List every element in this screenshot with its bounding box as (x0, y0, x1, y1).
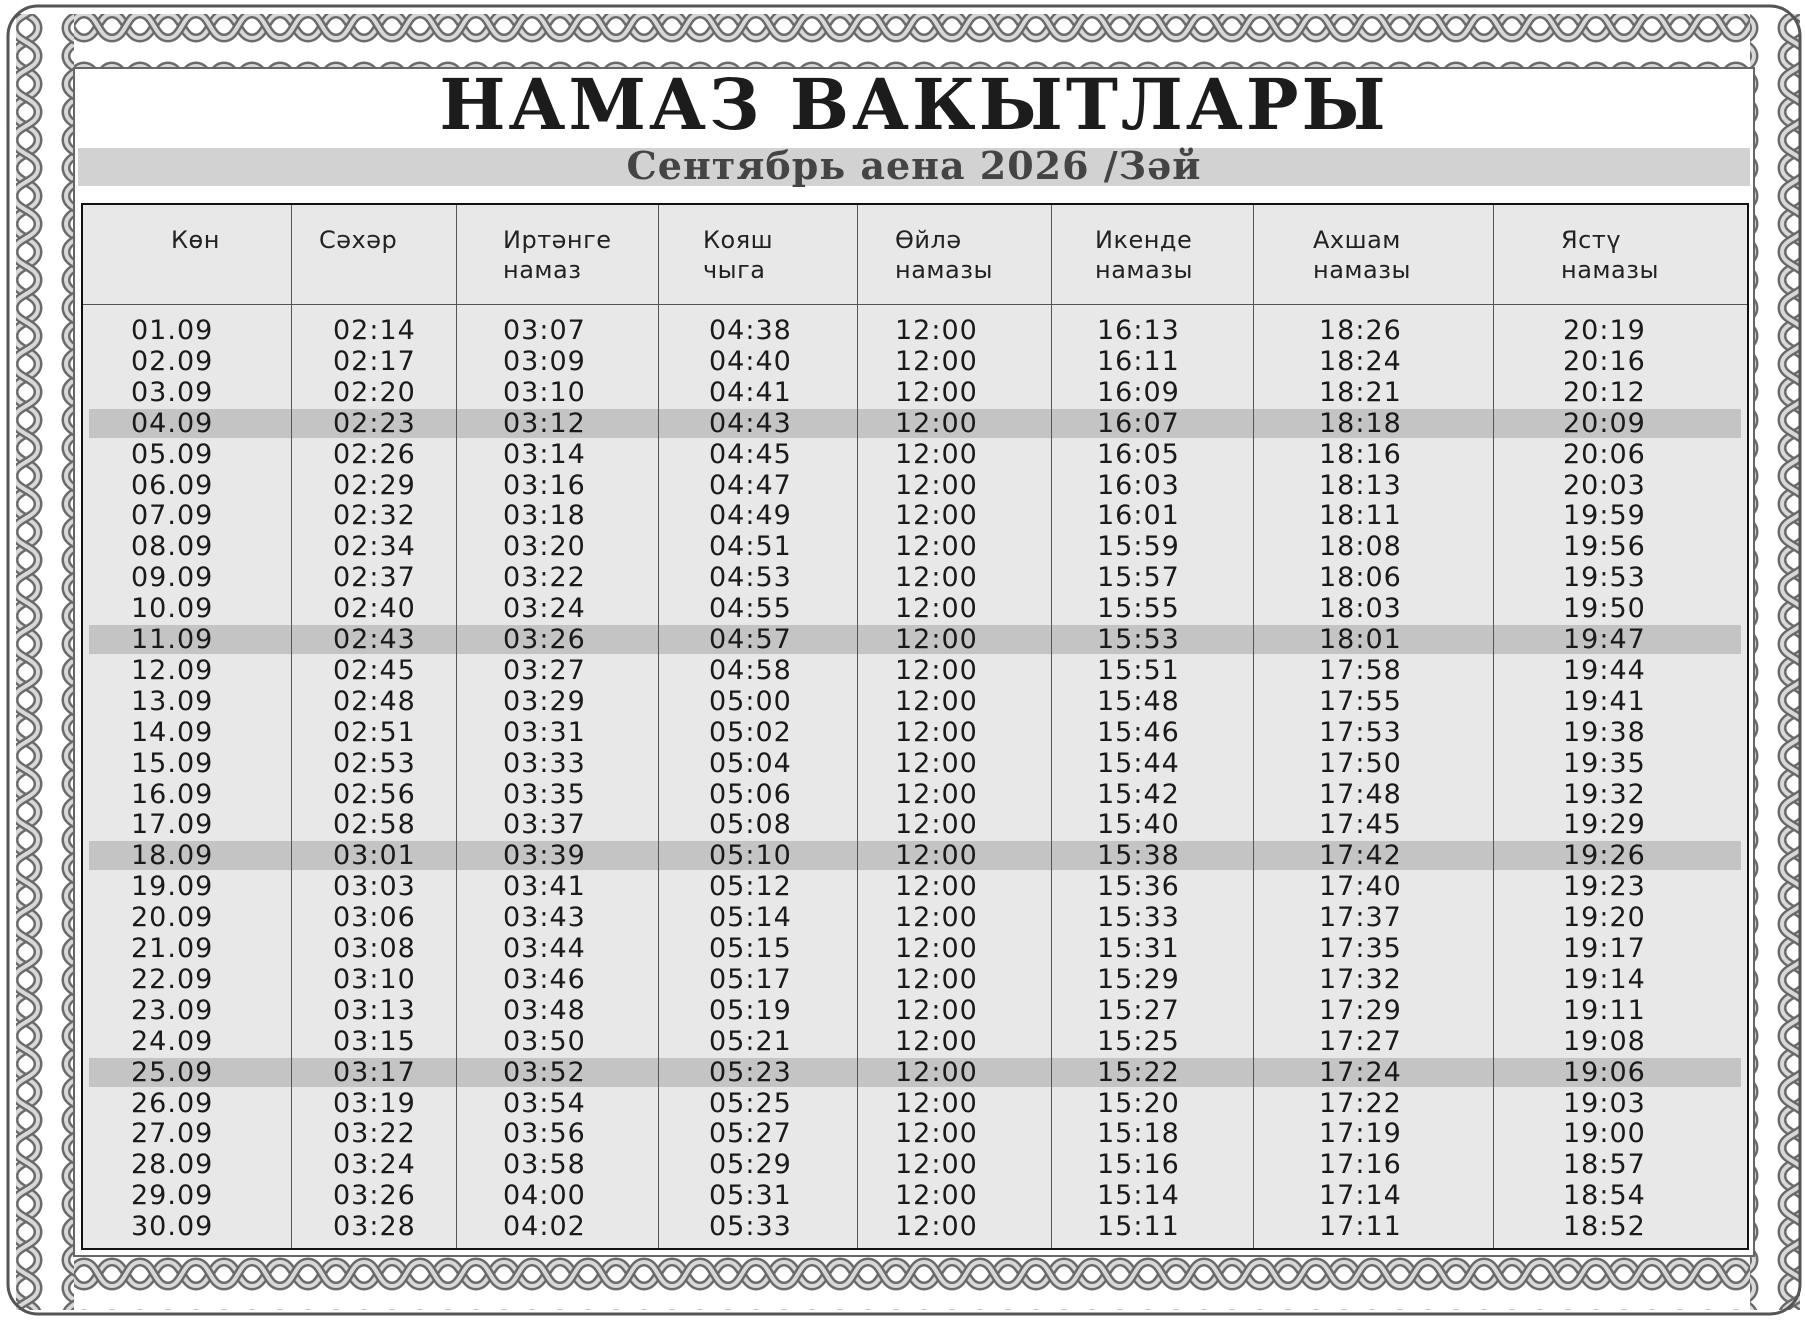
table-row (83, 562, 1747, 593)
time-cell: 05:15 (709, 933, 792, 964)
time-cell: 03:24 (503, 593, 586, 625)
date-cell: 22.09 (131, 963, 214, 995)
date-cell: 18.09 (131, 840, 214, 872)
time-cell: 04:51 (709, 531, 792, 563)
time-cell: 03:14 (503, 438, 586, 470)
time-cell: 12:00 (895, 994, 978, 1026)
time-cell: 19:26 (1563, 840, 1646, 872)
time-cell: 15:31 (1097, 933, 1180, 964)
time-cell: 17:50 (1319, 747, 1402, 779)
time-cell: 17:40 (1319, 871, 1402, 903)
time-cell: 15:57 (1097, 562, 1180, 594)
time-cell: 15:40 (1097, 809, 1180, 841)
table-row (83, 809, 1747, 840)
time-cell: 15:55 (1097, 593, 1180, 625)
date-cell: 05.09 (131, 438, 214, 470)
time-cell: 15:38 (1097, 840, 1180, 872)
table-row (83, 995, 1747, 1026)
time-cell: 18:21 (1319, 376, 1402, 408)
time-cell: 05:00 (709, 685, 792, 717)
prayer-times-table (81, 203, 1749, 1250)
date-cell: 25.09 (131, 1056, 214, 1088)
time-cell: 15:20 (1097, 1087, 1180, 1119)
time-cell: 03:01 (333, 840, 416, 872)
time-cell: 18:54 (1563, 1180, 1646, 1212)
date-cell: 15.09 (131, 747, 214, 779)
time-cell: 17:42 (1319, 840, 1402, 872)
time-cell: 05:08 (709, 809, 792, 841)
time-cell: 03:52 (503, 1056, 586, 1088)
column-header-line2: намазы (895, 256, 993, 284)
time-cell: 04:57 (709, 624, 792, 655)
time-cell: 03:20 (503, 531, 586, 563)
time-cell: 15:14 (1097, 1180, 1180, 1212)
date-cell: 14.09 (131, 716, 214, 748)
date-cell: 03.09 (131, 376, 214, 408)
time-cell: 02:40 (333, 593, 416, 625)
time-cell: 02:53 (333, 747, 416, 779)
table-row (83, 1057, 1747, 1088)
table-row (83, 902, 1747, 933)
time-cell: 03:33 (503, 747, 586, 779)
time-cell: 18:06 (1319, 562, 1402, 594)
time-cell: 17:27 (1319, 1025, 1402, 1057)
time-cell: 19:23 (1563, 871, 1646, 903)
time-cell: 15:11 (1097, 1211, 1180, 1243)
time-cell: 19:56 (1563, 531, 1646, 563)
time-cell: 04:02 (503, 1211, 586, 1243)
time-cell: 16:07 (1097, 407, 1180, 439)
table-row (83, 840, 1747, 871)
time-cell: 15:48 (1097, 685, 1180, 717)
time-cell: 19:14 (1563, 963, 1646, 995)
table-row (83, 500, 1747, 531)
time-cell: 19:50 (1563, 593, 1646, 625)
date-cell: 29.09 (131, 1180, 214, 1212)
time-cell: 05:10 (709, 840, 792, 872)
time-cell: 17:55 (1319, 685, 1402, 717)
time-cell: 03:31 (503, 716, 586, 748)
date-cell: 16.09 (131, 778, 214, 810)
time-cell: 03:44 (503, 933, 586, 964)
time-cell: 15:46 (1097, 716, 1180, 748)
table-row (83, 408, 1747, 439)
time-cell: 16:11 (1097, 345, 1180, 377)
time-cell: 16:09 (1097, 376, 1180, 408)
time-cell: 18:13 (1319, 469, 1402, 501)
time-cell: 03:18 (503, 500, 586, 532)
time-cell: 05:33 (709, 1211, 792, 1243)
time-cell: 17:58 (1319, 654, 1402, 686)
time-cell: 15:36 (1097, 871, 1180, 903)
time-cell: 18:16 (1319, 438, 1402, 470)
time-cell: 16:05 (1097, 438, 1180, 470)
time-cell: 02:17 (333, 345, 416, 377)
time-cell: 12:00 (895, 562, 978, 594)
column-header-line1: Кояш (703, 226, 774, 254)
time-cell: 12:00 (895, 407, 978, 439)
time-cell: 12:00 (895, 315, 978, 346)
time-cell: 16:13 (1097, 315, 1180, 346)
time-cell: 20:06 (1563, 438, 1646, 470)
time-cell: 03:19 (333, 1087, 416, 1119)
time-cell: 05:04 (709, 747, 792, 779)
time-cell: 02:48 (333, 685, 416, 717)
time-cell: 12:00 (895, 963, 978, 995)
time-cell: 02:14 (333, 315, 416, 346)
time-cell: 19:35 (1563, 747, 1646, 779)
date-cell: 01.09 (131, 315, 214, 346)
time-cell: 19:00 (1563, 1118, 1646, 1150)
time-cell: 12:00 (895, 531, 978, 563)
time-cell: 04:43 (709, 407, 792, 439)
time-cell: 12:00 (895, 1149, 978, 1181)
time-cell: 03:09 (503, 345, 586, 377)
time-cell: 05:12 (709, 871, 792, 903)
time-cell: 02:26 (333, 438, 416, 470)
time-cell: 17:29 (1319, 994, 1402, 1026)
time-cell: 15:29 (1097, 963, 1180, 995)
time-cell: 18:52 (1563, 1211, 1646, 1243)
table-row (83, 377, 1747, 408)
column-header-line2: намазы (1561, 256, 1659, 284)
time-cell: 02:56 (333, 778, 416, 810)
time-cell: 03:48 (503, 994, 586, 1026)
time-cell: 19:08 (1563, 1025, 1646, 1057)
time-cell: 19:17 (1563, 933, 1646, 964)
column-header-line1: Ястү (1561, 226, 1622, 254)
time-cell: 03:16 (503, 469, 586, 501)
date-cell: 17.09 (131, 809, 214, 841)
date-cell: 23.09 (131, 994, 214, 1026)
time-cell: 19:29 (1563, 809, 1646, 841)
table-row (83, 346, 1747, 377)
time-cell: 04:55 (709, 593, 792, 625)
time-cell: 17:14 (1319, 1180, 1402, 1212)
date-cell: 07.09 (131, 500, 214, 532)
time-cell: 04:58 (709, 654, 792, 686)
time-cell: 05:21 (709, 1025, 792, 1057)
table-row (83, 1118, 1747, 1149)
time-cell: 20:03 (1563, 469, 1646, 501)
time-cell: 19:59 (1563, 500, 1646, 532)
time-cell: 02:51 (333, 716, 416, 748)
time-cell: 03:15 (333, 1025, 416, 1057)
table-row (83, 964, 1747, 995)
time-cell: 12:00 (895, 500, 978, 532)
time-cell: 17:37 (1319, 902, 1402, 934)
time-cell: 12:00 (895, 1025, 978, 1057)
time-cell: 12:00 (895, 345, 978, 377)
table-row (83, 624, 1747, 655)
time-cell: 02:58 (333, 809, 416, 841)
time-cell: 12:00 (895, 654, 978, 686)
time-cell: 03:22 (333, 1118, 416, 1150)
time-cell: 19:03 (1563, 1087, 1646, 1119)
time-cell: 12:00 (895, 685, 978, 717)
time-cell: 12:00 (895, 624, 978, 655)
time-cell: 15:33 (1097, 902, 1180, 934)
date-cell: 30.09 (131, 1211, 214, 1243)
table-row (83, 1211, 1747, 1242)
date-cell: 13.09 (131, 685, 214, 717)
column-header-line1: Ахшам (1313, 226, 1401, 254)
time-cell: 05:02 (709, 716, 792, 748)
table-row (83, 933, 1747, 964)
table-row (83, 748, 1747, 779)
table-row (83, 717, 1747, 748)
date-cell: 10.09 (131, 593, 214, 625)
time-cell: 17:16 (1319, 1149, 1402, 1181)
time-cell: 03:08 (333, 933, 416, 964)
time-cell: 20:09 (1563, 407, 1646, 439)
time-cell: 04:40 (709, 345, 792, 377)
time-cell: 17:24 (1319, 1056, 1402, 1088)
time-cell: 02:32 (333, 500, 416, 532)
time-cell: 03:56 (503, 1118, 586, 1150)
time-cell: 03:39 (503, 840, 586, 872)
time-cell: 17:32 (1319, 963, 1402, 995)
time-cell: 12:00 (895, 1180, 978, 1212)
time-cell: 05:29 (709, 1149, 792, 1181)
time-cell: 15:22 (1097, 1056, 1180, 1088)
column-header-line2: намаз (503, 256, 582, 284)
time-cell: 03:46 (503, 963, 586, 995)
time-cell: 04:53 (709, 562, 792, 594)
time-cell: 03:24 (333, 1149, 416, 1181)
time-cell: 15:18 (1097, 1118, 1180, 1150)
table-row (83, 439, 1747, 470)
time-cell: 20:12 (1563, 376, 1646, 408)
date-cell: 20.09 (131, 902, 214, 934)
time-cell: 15:25 (1097, 1025, 1180, 1057)
time-cell: 02:45 (333, 654, 416, 686)
time-cell: 12:00 (895, 469, 978, 501)
time-cell: 02:34 (333, 531, 416, 563)
time-cell: 18:01 (1319, 624, 1402, 655)
time-cell: 12:00 (895, 902, 978, 934)
time-cell: 12:00 (895, 1087, 978, 1119)
time-cell: 03:12 (503, 407, 586, 439)
time-cell: 02:23 (333, 407, 416, 439)
time-cell: 15:44 (1097, 747, 1180, 779)
time-cell: 03:26 (333, 1180, 416, 1212)
time-cell: 16:01 (1097, 500, 1180, 532)
table-row (83, 686, 1747, 717)
table-row (83, 1088, 1747, 1119)
page-title: НАМАЗ ВАКЫТЛАРЫ (439, 63, 1389, 146)
time-cell: 04:49 (709, 500, 792, 532)
time-cell: 19:20 (1563, 902, 1646, 934)
time-cell: 19:32 (1563, 778, 1646, 810)
time-cell: 03:54 (503, 1087, 586, 1119)
time-cell: 05:14 (709, 902, 792, 934)
time-cell: 17:11 (1319, 1211, 1402, 1243)
time-cell: 18:18 (1319, 407, 1402, 439)
time-cell: 19:44 (1563, 654, 1646, 686)
time-cell: 12:00 (895, 871, 978, 903)
time-cell: 18:26 (1319, 315, 1402, 346)
time-cell: 03:50 (503, 1025, 586, 1057)
time-cell: 12:00 (895, 778, 978, 810)
time-cell: 19:06 (1563, 1056, 1646, 1088)
time-cell: 03:10 (503, 376, 586, 408)
date-cell: 12.09 (131, 654, 214, 686)
time-cell: 16:03 (1097, 469, 1180, 501)
time-cell: 04:00 (503, 1180, 586, 1212)
table-row (83, 871, 1747, 902)
table-row (83, 1149, 1747, 1180)
time-cell: 17:35 (1319, 933, 1402, 964)
time-cell: 12:00 (895, 747, 978, 779)
time-cell: 15:16 (1097, 1149, 1180, 1181)
time-cell: 18:57 (1563, 1149, 1646, 1181)
page-subtitle: Сентябрь аена 2026 /Зәй (626, 143, 1202, 188)
date-cell: 27.09 (131, 1118, 214, 1150)
column-header-line1: Иртәнге (503, 226, 612, 254)
date-cell: 19.09 (131, 871, 214, 903)
time-cell: 05:31 (709, 1180, 792, 1212)
date-cell: 11.09 (131, 624, 214, 655)
time-cell: 03:43 (503, 902, 586, 934)
time-cell: 19:53 (1563, 562, 1646, 594)
time-cell: 18:03 (1319, 593, 1402, 625)
column-header-line1: Өйлә (895, 226, 962, 254)
date-cell: 24.09 (131, 1025, 214, 1057)
time-cell: 15:42 (1097, 778, 1180, 810)
time-cell: 05:06 (709, 778, 792, 810)
time-cell: 20:16 (1563, 345, 1646, 377)
time-cell: 12:00 (895, 1056, 978, 1088)
time-cell: 02:43 (333, 624, 416, 655)
date-cell: 08.09 (131, 531, 214, 563)
time-cell: 03:17 (333, 1056, 416, 1088)
time-cell: 12:00 (895, 1211, 978, 1243)
time-cell: 15:51 (1097, 654, 1180, 686)
table-row (83, 655, 1747, 686)
column-header-line2: намазы (1313, 256, 1411, 284)
date-cell: 26.09 (131, 1087, 214, 1119)
time-cell: 04:47 (709, 469, 792, 501)
table-row (83, 1026, 1747, 1057)
time-cell: 17:45 (1319, 809, 1402, 841)
time-cell: 17:19 (1319, 1118, 1402, 1150)
time-cell: 03:03 (333, 871, 416, 903)
time-cell: 04:38 (709, 315, 792, 346)
time-cell: 20:19 (1563, 315, 1646, 346)
time-cell: 03:37 (503, 809, 586, 841)
time-cell: 15:27 (1097, 994, 1180, 1026)
time-cell: 12:00 (895, 376, 978, 408)
table-row (83, 593, 1747, 624)
time-cell: 04:45 (709, 438, 792, 470)
date-cell: 21.09 (131, 933, 214, 964)
column-header-line2: намазы (1095, 256, 1193, 284)
table-row (83, 315, 1747, 346)
time-cell: 15:53 (1097, 624, 1180, 655)
table-row (83, 470, 1747, 501)
time-cell: 19:11 (1563, 994, 1646, 1026)
table-row (83, 779, 1747, 810)
date-cell: 09.09 (131, 562, 214, 594)
time-cell: 05:17 (709, 963, 792, 995)
date-cell: 02.09 (131, 345, 214, 377)
time-cell: 12:00 (895, 438, 978, 470)
time-cell: 03:06 (333, 902, 416, 934)
time-cell: 12:00 (895, 1118, 978, 1150)
column-header-line1: Сәхәр (319, 226, 398, 254)
time-cell: 03:10 (333, 963, 416, 995)
time-cell: 19:38 (1563, 716, 1646, 748)
time-cell: 19:41 (1563, 685, 1646, 717)
column-header-line1: Көн (171, 226, 220, 254)
time-cell: 03:07 (503, 315, 586, 346)
time-cell: 12:00 (895, 840, 978, 872)
time-cell: 12:00 (895, 716, 978, 748)
time-cell: 03:58 (503, 1149, 586, 1181)
time-cell: 18:08 (1319, 531, 1402, 563)
time-cell: 03:26 (503, 624, 586, 655)
time-cell: 03:28 (333, 1211, 416, 1243)
time-cell: 05:27 (709, 1118, 792, 1150)
time-cell: 12:00 (895, 593, 978, 625)
time-cell: 03:22 (503, 562, 586, 594)
time-cell: 02:29 (333, 469, 416, 501)
table-body (83, 205, 1747, 1248)
time-cell: 18:11 (1319, 500, 1402, 532)
date-cell: 04.09 (131, 407, 214, 439)
time-cell: 02:37 (333, 562, 416, 594)
time-cell: 19:47 (1563, 624, 1646, 655)
time-cell: 05:25 (709, 1087, 792, 1119)
date-cell: 28.09 (131, 1149, 214, 1181)
table-row (83, 531, 1747, 562)
time-cell: 03:13 (333, 994, 416, 1026)
time-cell: 12:00 (895, 933, 978, 964)
table-row (83, 1180, 1747, 1211)
time-cell: 05:19 (709, 994, 792, 1026)
time-cell: 03:41 (503, 871, 586, 903)
time-cell: 02:20 (333, 376, 416, 408)
time-cell: 17:48 (1319, 778, 1402, 810)
time-cell: 17:22 (1319, 1087, 1402, 1119)
time-cell: 03:35 (503, 778, 586, 810)
date-cell: 06.09 (131, 469, 214, 501)
time-cell: 15:59 (1097, 531, 1180, 563)
time-cell: 03:27 (503, 654, 586, 686)
time-cell: 04:41 (709, 376, 792, 408)
time-cell: 12:00 (895, 809, 978, 841)
column-header-line2: чыга (703, 256, 766, 284)
column-header-line1: Икенде (1095, 226, 1193, 254)
time-cell: 05:23 (709, 1056, 792, 1088)
time-cell: 18:24 (1319, 345, 1402, 377)
time-cell: 17:53 (1319, 716, 1402, 748)
time-cell: 03:29 (503, 685, 586, 717)
